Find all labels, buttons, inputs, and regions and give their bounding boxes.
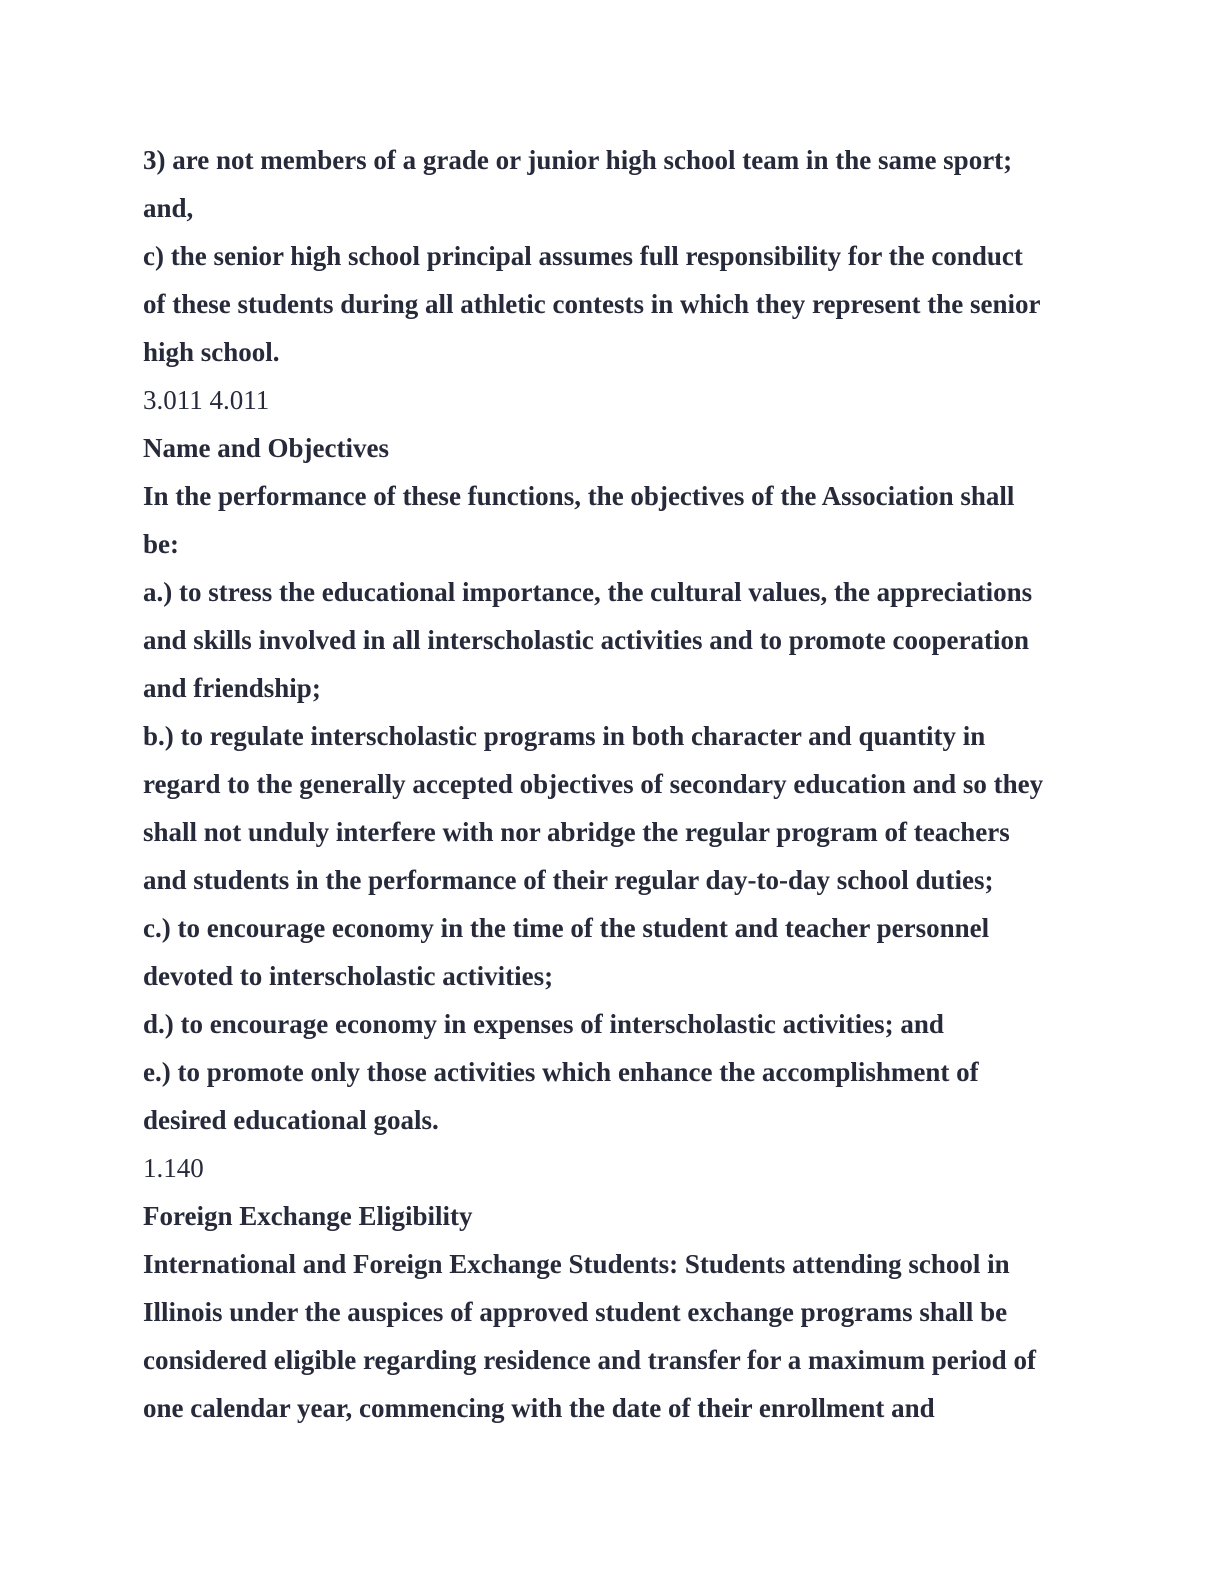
section-foreign-exchange-eligibility (143, 1144, 1088, 1432)
text-line: 3) are not members of a grade or junior high school team in the same sport; (143, 145, 1013, 175)
text-line: a.) to stress the educational importance, the cultural values, the appreciations (143, 577, 1033, 607)
section-number: 1.140 (143, 1153, 204, 1183)
text-line: International and Foreign Exchange Students: Students attending school in (143, 1249, 1010, 1279)
text-line: regard to the generally accepted objectives of secondary education and so they (143, 769, 1044, 799)
text-line: e.) to promote only those activities which enhance the accomplishment of (143, 1057, 979, 1087)
text-line: considered eligible regarding residence and transfer for a maximum period of (143, 1345, 1036, 1375)
text-line: desired educational goals. (143, 1105, 439, 1135)
text-line: and students in the performance of their regular day-to-day school duties; (143, 865, 994, 895)
text-line: devoted to interscholastic activities; (143, 961, 554, 991)
text-line: b.) to regulate interscholastic programs in both character and quantity in (143, 721, 986, 751)
section-heading: Foreign Exchange Eligibility (143, 1201, 473, 1231)
text-line: Illinois under the auspices of approved student exchange programs shall be (143, 1297, 1008, 1327)
section-number: 3.011 4.011 (143, 385, 270, 415)
section-name-and-objectives (143, 376, 1088, 1144)
text-line: of these students during all athletic contests in which they represent the senior (143, 289, 1041, 319)
text-line: and skills involved in all interscholastic activities and to promote cooperation (143, 625, 1030, 655)
text-line: c) the senior high school principal assumes full responsibility for the conduct (143, 241, 1023, 271)
text-line: In the performance of these functions, the objectives of the Association shall (143, 481, 1015, 511)
document-body (143, 136, 1088, 1432)
text-line: c.) to encourage economy in the time of the student and teacher personnel (143, 913, 990, 943)
text-line: one calendar year, commencing with the date of their enrollment and (143, 1393, 935, 1423)
text-line: be: (143, 529, 179, 559)
continuation-block (143, 136, 1088, 376)
text-line: high school. (143, 337, 280, 367)
section-heading: Name and Objectives (143, 433, 389, 463)
text-line: d.) to encourage economy in expenses of interscholastic activities; and (143, 1009, 944, 1039)
text-line: shall not unduly interfere with nor abridge the regular program of teachers (143, 817, 1010, 847)
text-line: and, (143, 193, 194, 223)
text-line: and friendship; (143, 673, 321, 703)
